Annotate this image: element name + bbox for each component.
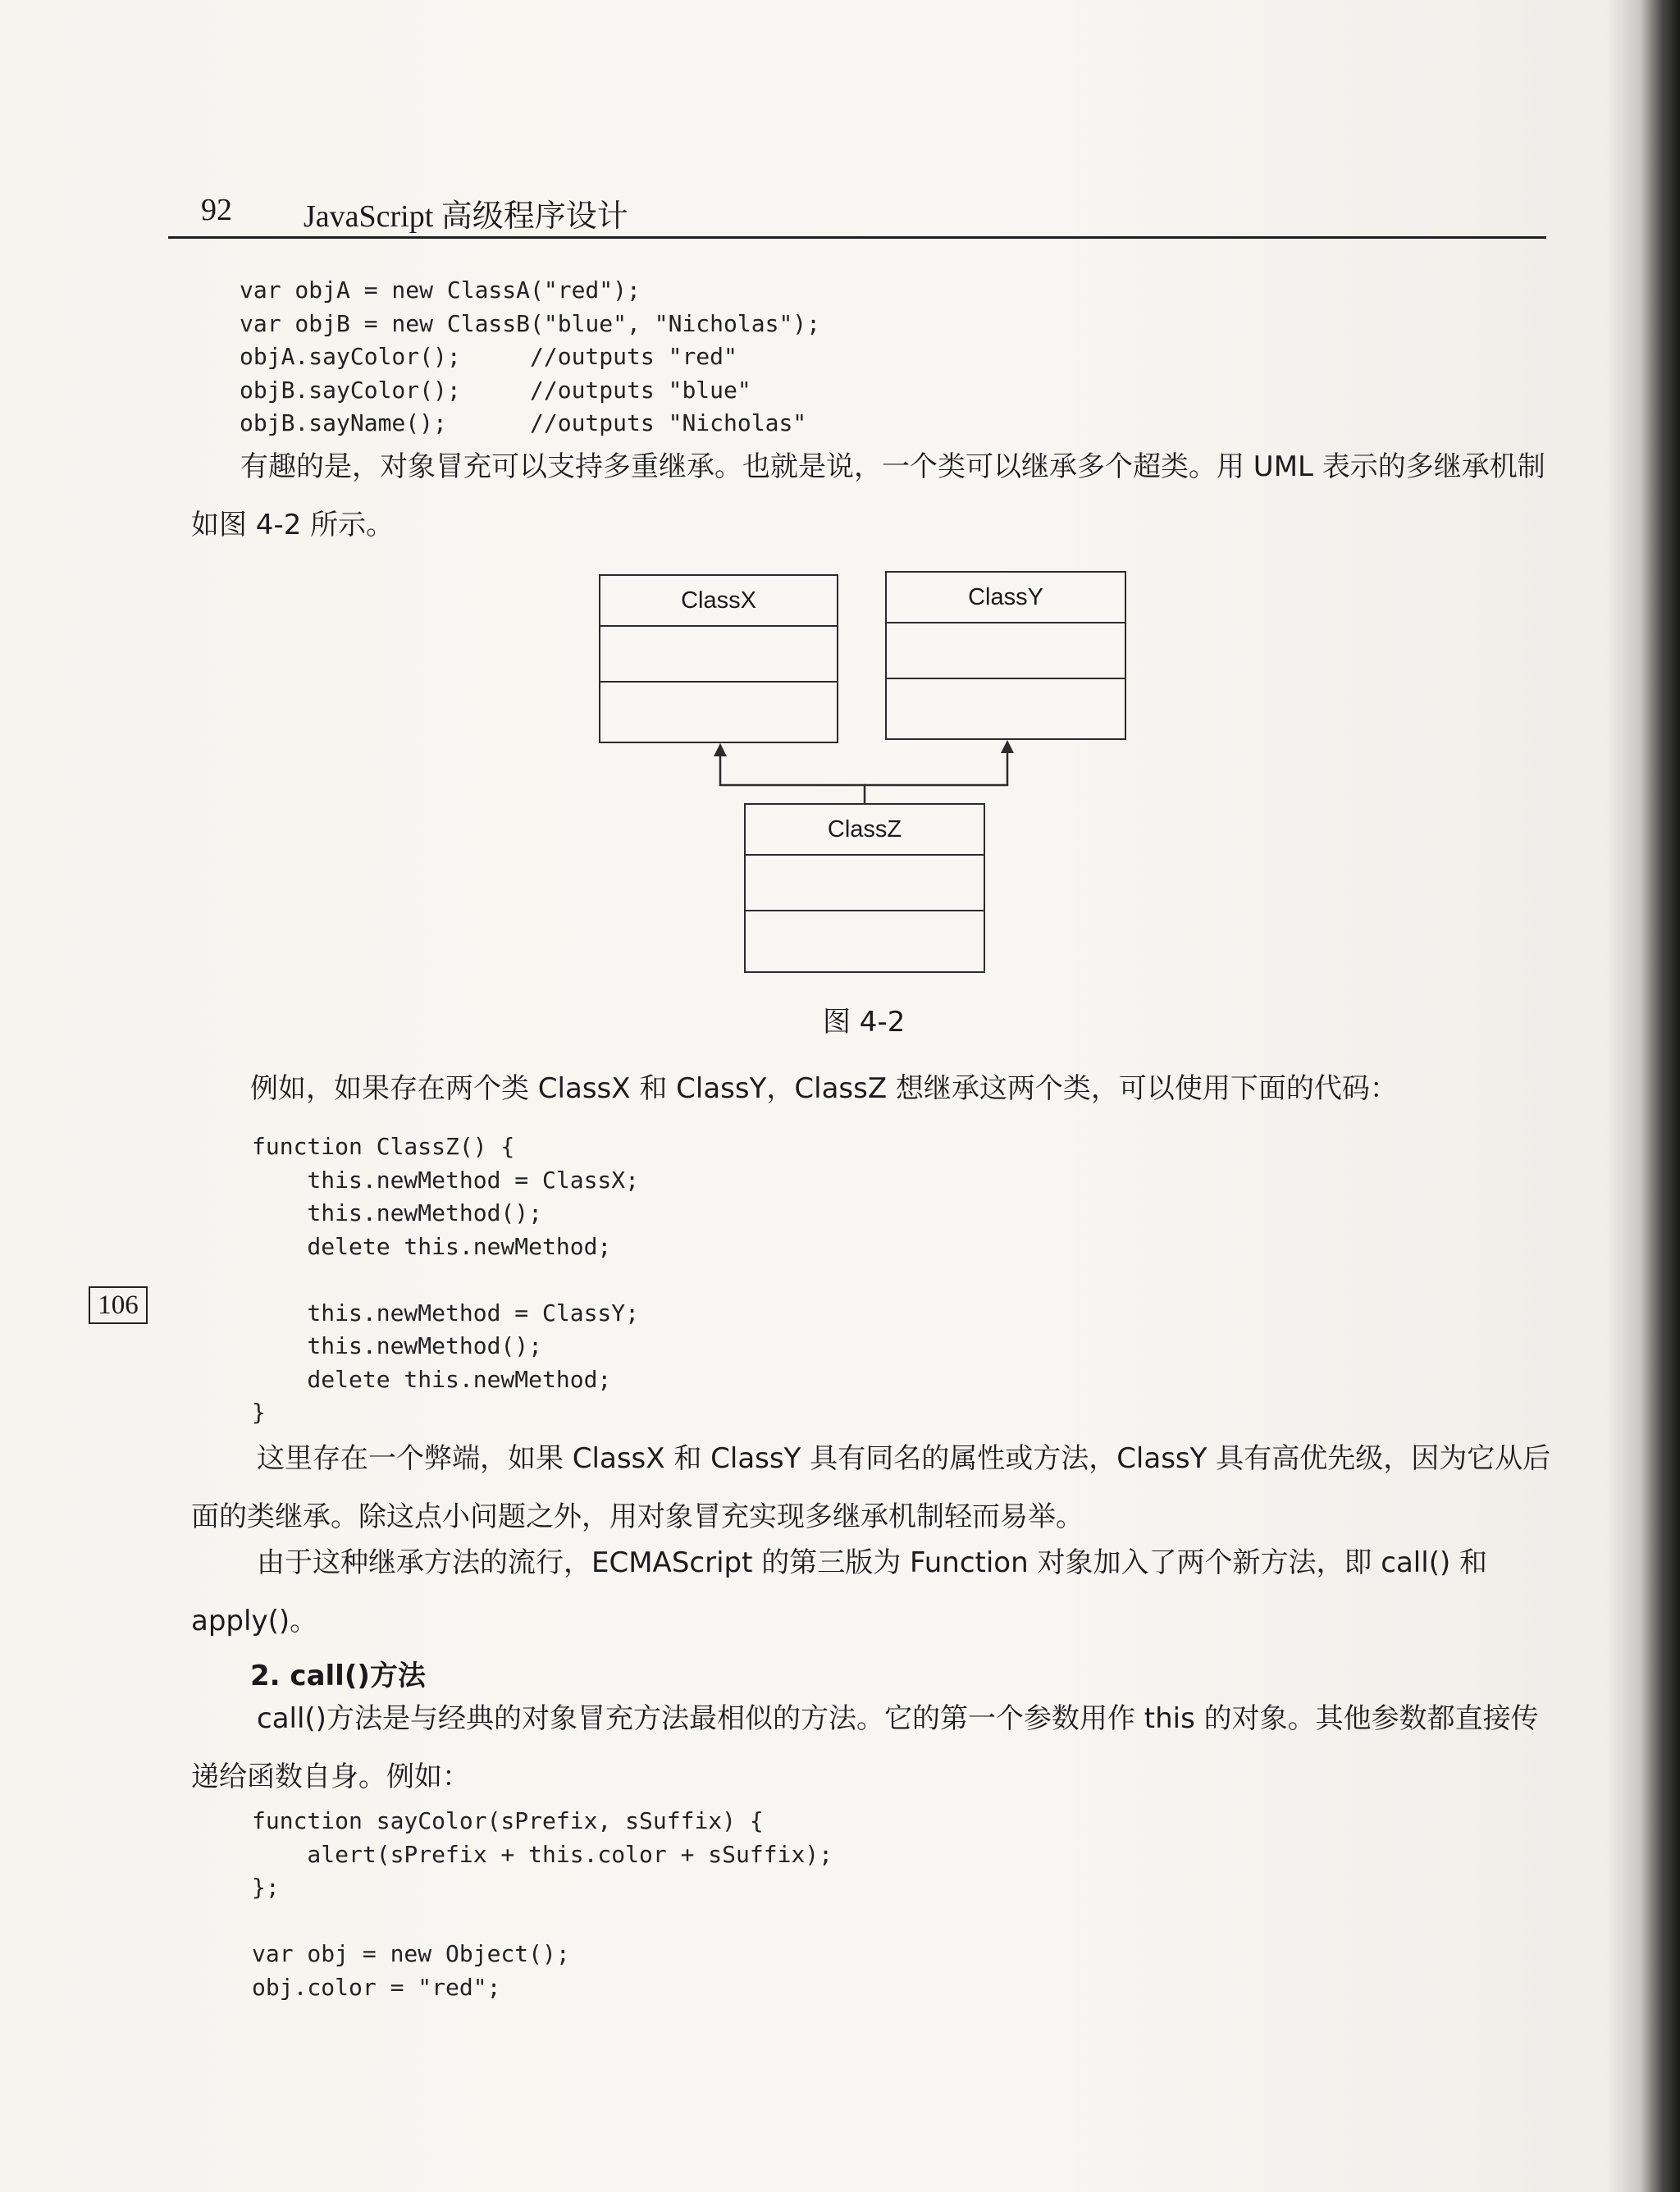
code-line: }; [252,1874,280,1901]
code-line: alert(sPrefix + this.color + sSuffix); [252,1840,833,1868]
paragraph-drawback: 这里存在一个弊端，如果 ClassX 和 ClassY 具有同名的属性或方法，ClassY 具有高优先级，因为它从后面的类继承。除这点小问题之外，用对象冒充实现多继承机制轻而易举。 [191,1442,1551,1533]
uml-class-z-name: ClassZ [746,805,984,856]
figure-caption: 图 4-2 [823,1006,906,1039]
section-heading-call: 2. call()方法 [250,1660,426,1692]
code-line: var objB = new ClassB("blue", "Nicholas"); [240,309,821,337]
code-line: this.newMethod(); [252,1199,543,1226]
uml-class-x-name: ClassX [600,576,837,627]
code-block-2 [252,1130,639,1430]
code-line: function sayColor(sPrefix, sSuffix) { [252,1807,764,1834]
code-line: delete this.newMethod; [252,1232,612,1260]
code-line: objB.sayColor(); //outputs "blue" [240,376,751,404]
margin-page-reference: 106 [89,1286,148,1324]
code-line: this.newMethod(); [252,1332,543,1359]
paragraph-call-description: call()方法是与经典的对象冒充方法最相似的方法。它的第一个参数用作 this 的对象。其他参数都直接传递给函数自身。例如： [191,1702,1539,1793]
code-block-3 [252,1805,833,2004]
code-line: objB.sayName(); //outputs "Nicholas" [240,409,807,436]
page-number: 92 [201,193,232,227]
code-line: } [252,1399,266,1426]
paragraph-call-apply-intro: 由于这种继承方法的流行，ECMAScript 的第三版为 Function 对象加入了两个新方法，即 call() 和 apply()。 [191,1546,1488,1637]
code-line: var objA = new ClassA("red"); [240,276,641,304]
code-line [252,1905,833,1939]
code-line: delete this.newMethod; [252,1365,612,1393]
code-line: this.newMethod = ClassX; [252,1166,640,1194]
code-line: this.newMethod = ClassY; [252,1299,640,1327]
code-line: obj.color = "red"; [252,1973,501,2001]
arrowhead-icon [714,743,727,756]
code-line: var obj = new Object(); [252,1940,570,1967]
code-line: function ClassZ() { [252,1133,515,1160]
arrowhead-icon [1001,740,1014,753]
uml-arrow-to-class-y [865,745,1007,785]
uml-arrow-to-class-x [720,748,865,803]
paragraph-example-intro: 例如，如果存在两个类 ClassX 和 ClassY，ClassZ 想继承这两个类，可以使用下面的代码： [250,1072,1398,1105]
uml-class-y-name: ClassY [887,573,1125,623]
code-line [252,1263,639,1297]
uml-inheritance-arrows [0,0,1680,1066]
paragraph-multiple-inheritance: 有趣的是，对象冒充可以支持多重继承。也就是说，一个类可以继承多个超类。用 UML 表示的多继承机制如图 4-2 所示。 [191,450,1545,541]
code-line: objA.sayColor(); //outputs "red" [240,343,737,370]
running-title: JavaScript 高级程序设计 [304,199,628,234]
page-binding-shadow [1608,0,1680,2192]
